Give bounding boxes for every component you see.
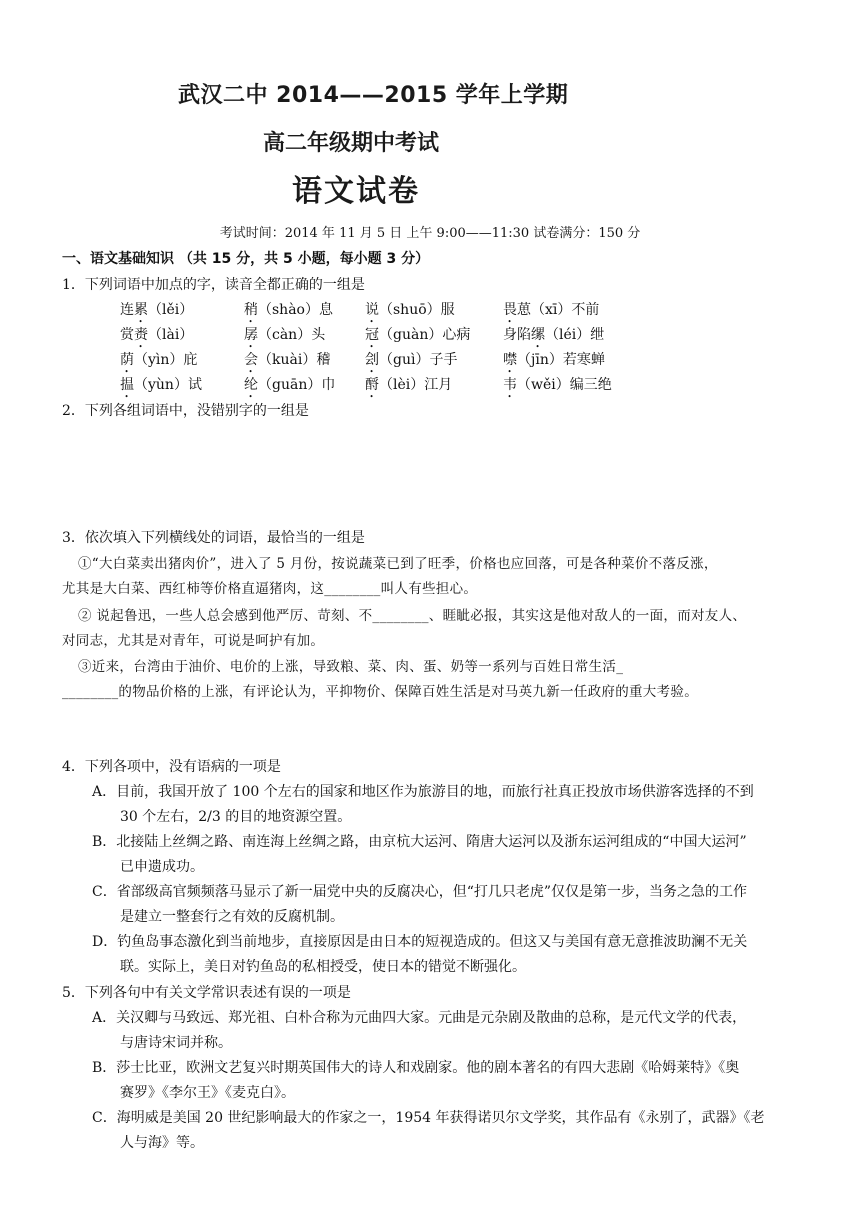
item-suffix: （guàn）心病 (379, 327, 471, 343)
emphasized-char: 纶 (244, 377, 258, 393)
q3-passage-3a: ③近来，台湾由于油价、电价的上涨，导致粮、菜、肉、蛋、奶等一系列与百姓日常生活_ (78, 659, 624, 675)
section-heading: 一、语文基础知识 （共 15 分，共 5 小题，每小题 3 分） (62, 251, 430, 267)
q5-option-b: B．莎士比亚，欧洲文艺复兴时期英国伟大的诗人和戏剧家。他的剧本著名的有四大悲剧《哈姆莱特》《奥 (92, 1060, 740, 1076)
option-item (365, 299, 455, 326)
item-suffix: 葸（xī）不前 (517, 302, 600, 318)
item-suffix: （lěi） (148, 302, 194, 318)
emphasized-char: 揾 (120, 377, 134, 393)
q5-option-c-cont: 人与海》等。 (120, 1135, 204, 1151)
q4-option-a: A．目前，我国开放了 100 个左右的国家和地区作为旅游目的地，而旅行社真正投放市场供游客选择的不到 (92, 784, 754, 800)
item-suffix: （kuài）稽 (258, 352, 331, 368)
emphasized-char: 噤 (503, 352, 517, 368)
emphasized-char: 赉 (134, 327, 148, 343)
item-suffix: （lài） (148, 327, 194, 343)
option-item (244, 299, 333, 326)
item-suffix: （léi）绁 (545, 327, 605, 343)
option-item (120, 374, 202, 401)
q3-passage-3b: ________的物品价格的上涨，有评论认为，平抑物价、保障百姓生活是对马英九新一任政府的重大考验。 (62, 684, 698, 700)
exam-title: 武汉二中 2014——2015 学年上学期 (178, 83, 569, 108)
q4-option-b: B．北接陆上丝绸之路、南连海上丝绸之路，由京杭大运河、隋唐大运河以及浙东运河组成的“中国大运河” (92, 834, 747, 850)
item-suffix: （guān）巾 (258, 377, 336, 393)
q2-stem: 2．下列各组词语中，没错别字的一组是 (62, 403, 309, 419)
item-prefix: 身陷 (503, 327, 531, 343)
option-item (503, 349, 605, 376)
item-suffix: （shào）息 (258, 302, 333, 318)
q3-stem: 3．依次填入下列横线处的词语，最恰当的一组是 (62, 530, 365, 546)
emphasized-char: 稍 (244, 302, 258, 318)
option-item (244, 349, 330, 376)
q4-option-c: C．省部级高官频频落马显示了新一届党中央的反腐决心，但“打几只老虎”仅仅是第一步，当务之急的工作 (92, 884, 748, 900)
item-suffix: （shuō）服 (379, 302, 455, 318)
q5-option-a: A．关汉卿与马致远、郑光祖、白朴合称为元曲四大家。元曲是元杂剧及散曲的总称，是元代文学的代表， (92, 1010, 747, 1026)
q3-passage-1b: 尤其是大白菜、西红柿等价格直逼猪肉，这________叫人有些担心。 (62, 581, 478, 597)
option-item (503, 299, 599, 326)
item-prefix: 赏 (120, 327, 134, 343)
option-item (503, 324, 604, 351)
emphasized-char: 刽 (365, 352, 379, 368)
emphasized-char: 缧 (531, 327, 545, 343)
item-suffix: （yùn）试 (134, 377, 202, 393)
emphasized-char: 荫 (120, 352, 134, 368)
exam-subtitle: 高二年级期中考试 (263, 131, 440, 156)
paper-title: 语文试卷 (292, 174, 420, 209)
option-item (120, 324, 193, 351)
q4-option-c-cont: 是建立一整套行之有效的反腐机制。 (120, 909, 344, 925)
q5-stem: 5．下列各句中有关文学常识表述有误的一项是 (62, 985, 351, 1001)
q3-passage-2a: ② 说起鲁迅，一些人总会感到他严厉、苛刻、不________、睚眦必报，其实这是他对敌人的一面，而对友人、 (78, 608, 747, 624)
q4-option-d: D．钓鱼岛事态激化到当前地步，直接原因是由日本的短视造成的。但这又与美国有意无意推波助澜不无关 (92, 934, 748, 950)
option-item (120, 349, 197, 376)
emphasized-char: 累 (134, 302, 148, 318)
q5-option-b-cont: 赛罗》《李尔王》《麦克白》。 (120, 1085, 295, 1101)
emphasized-char: 冠 (365, 327, 379, 343)
option-item (365, 324, 470, 351)
item-suffix: （lèi）江月 (379, 377, 453, 393)
q1-stem: 1．下列词语中加点的字，读音全都正确的一组是 (62, 277, 365, 293)
emphasized-char: 说 (365, 302, 379, 318)
exam-info: 考试时间：2014 年 11 月 5 日 上午 9:00——11:30 试卷满分：150 分 (219, 226, 641, 241)
item-suffix: （guì）子手 (379, 352, 458, 368)
q4-stem: 4．下列各项中，没有语病的一项是 (62, 759, 281, 775)
item-suffix: （jīn）若寒蝉 (517, 352, 605, 368)
item-suffix: （yìn）庇 (134, 352, 198, 368)
item-prefix: 连 (120, 302, 134, 318)
q4-option-b-cont: 已申遗成功。 (120, 859, 204, 875)
emphasized-char: 酹 (365, 377, 379, 393)
option-item (244, 324, 325, 351)
item-suffix: （càn）头 (258, 327, 326, 343)
q3-passage-2b: 对同志，尤其是对青年，可说是呵护有加。 (62, 633, 325, 649)
emphasized-char: 畏 (503, 302, 517, 318)
option-item (365, 374, 452, 401)
q5-option-c: C．海明威是美国 20 世纪影响最大的作家之一，1954 年获得诺贝尔文学奖，其作品有《永别了，武器》《老 (92, 1110, 765, 1126)
q4-option-a-cont: 30 个左右，2/3 的目的地资源空置。 (120, 809, 352, 825)
q4-option-d-cont: 联。实际上，美日对钓鱼岛的私相授受，使日本的错觉不断强化。 (120, 959, 526, 975)
item-suffix: （wěi）编三绝 (517, 377, 612, 393)
emphasized-char: 韦 (503, 377, 517, 393)
option-item (503, 374, 612, 401)
option-item (365, 349, 457, 376)
emphasized-char: 孱 (244, 327, 258, 343)
emphasized-char: 会 (244, 352, 258, 368)
q3-passage-1a: ①“大白菜卖出猪肉价”，进入了 5 月份，按说蔬菜已到了旺季，价格也应回落，可是各种菜价不落反涨， (78, 556, 718, 572)
q5-option-a-cont: 与唐诗宋词并称。 (120, 1035, 232, 1051)
option-item (120, 299, 193, 326)
option-item (244, 374, 335, 401)
